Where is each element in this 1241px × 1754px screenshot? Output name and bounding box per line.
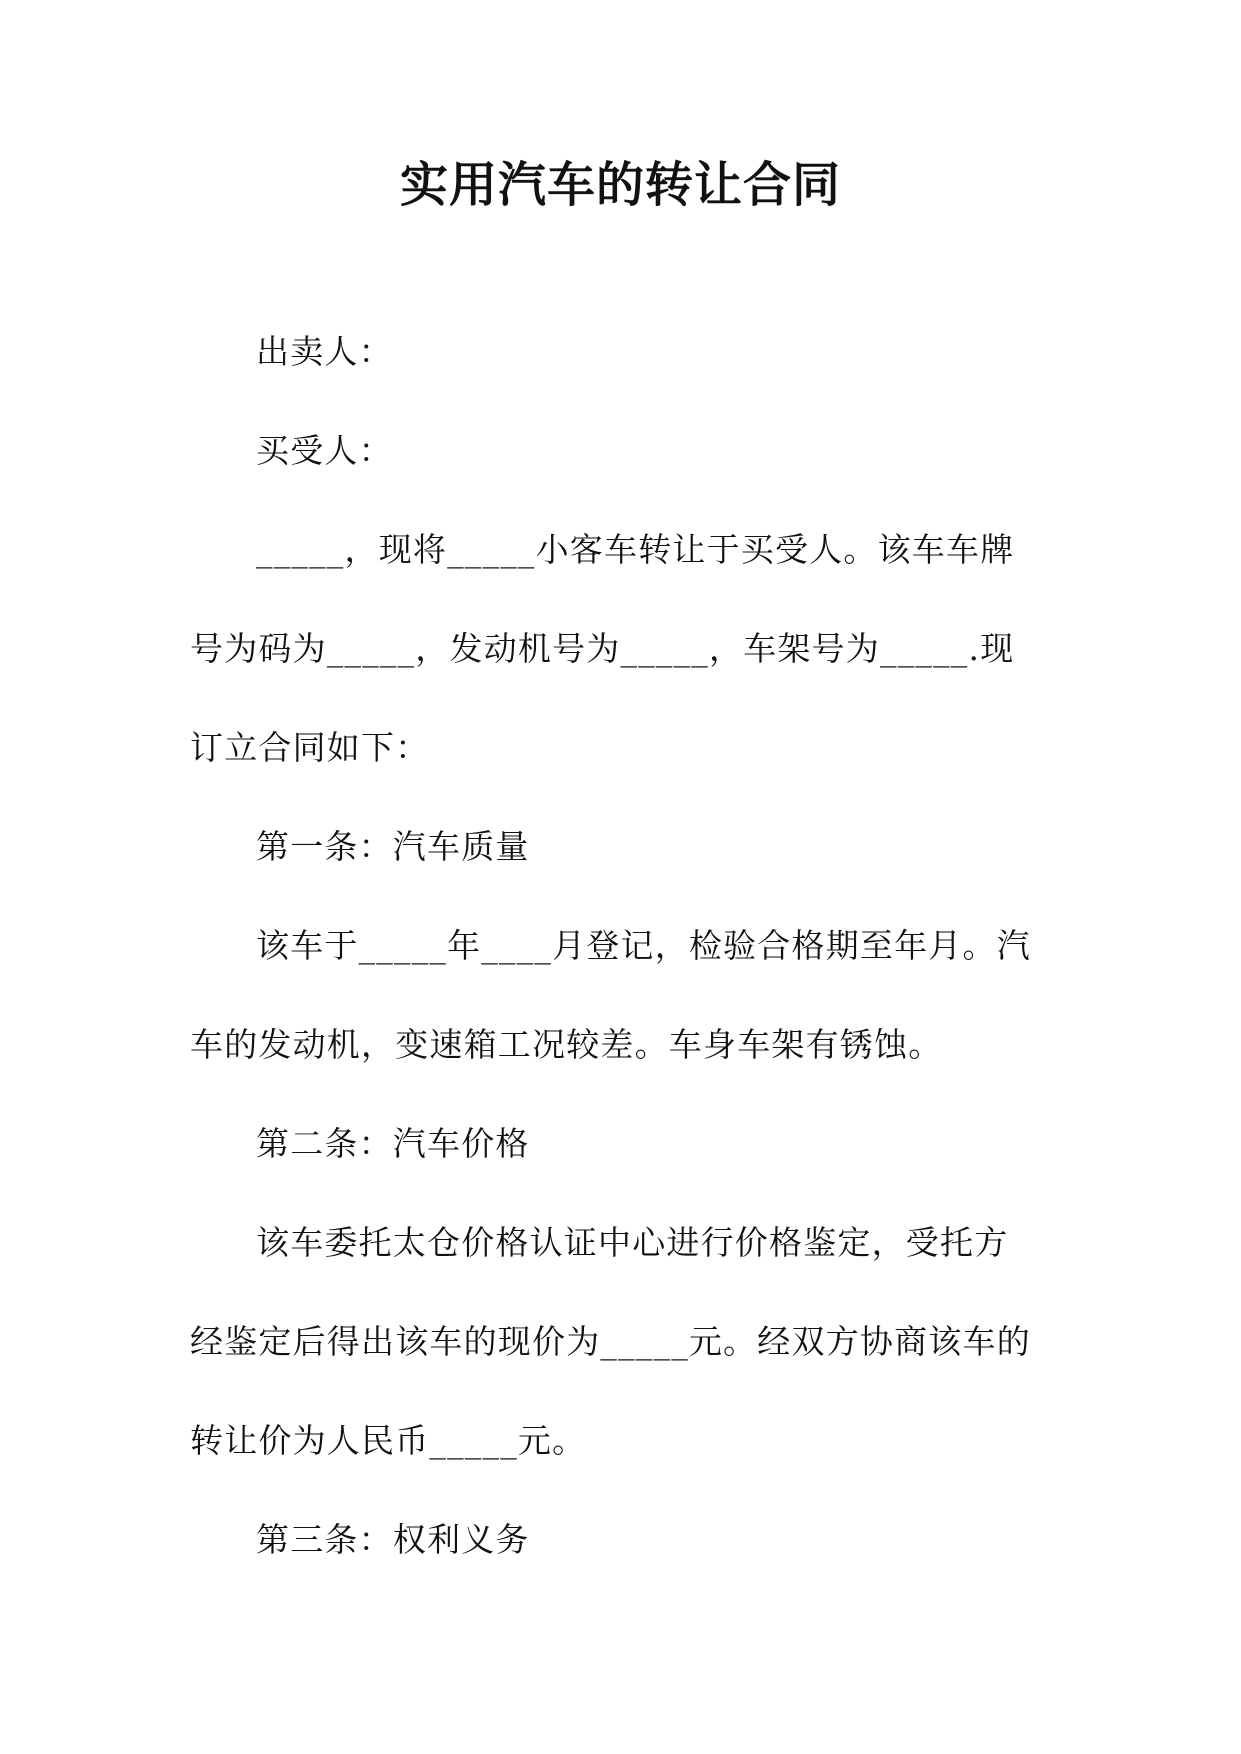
article-2-heading: 第二条：汽车价格 [256,1124,530,1163]
document-title: 实用汽车的转让合同 [399,157,841,213]
intro-paragraph: _____，现将_____小客车转让于买受人。该车车牌号为码为_____，发动机号为_____，车架号为_____.现订立合同如下： [190,530,1015,767]
article-1-heading: 第一条：汽车质量 [256,827,530,866]
document-body [190,302,1042,1589]
article-3-heading: 第三条：权利义务 [256,1520,530,1559]
seller-line: 出卖人： [256,332,393,371]
article-1-paragraph: 该车于_____年____月登记，检验合格期至年月。汽车的发动机，变速箱工况较差。车身车架有锈蚀。 [190,926,1031,1064]
buyer-line: 买受人： [256,431,393,470]
article-2-paragraph: 该车委托太仓价格认证中心进行价格鉴定，受托方经鉴定后得出该车的现价为_____元。经双方协商该车的转让价为人民币_____元。 [190,1223,1031,1460]
